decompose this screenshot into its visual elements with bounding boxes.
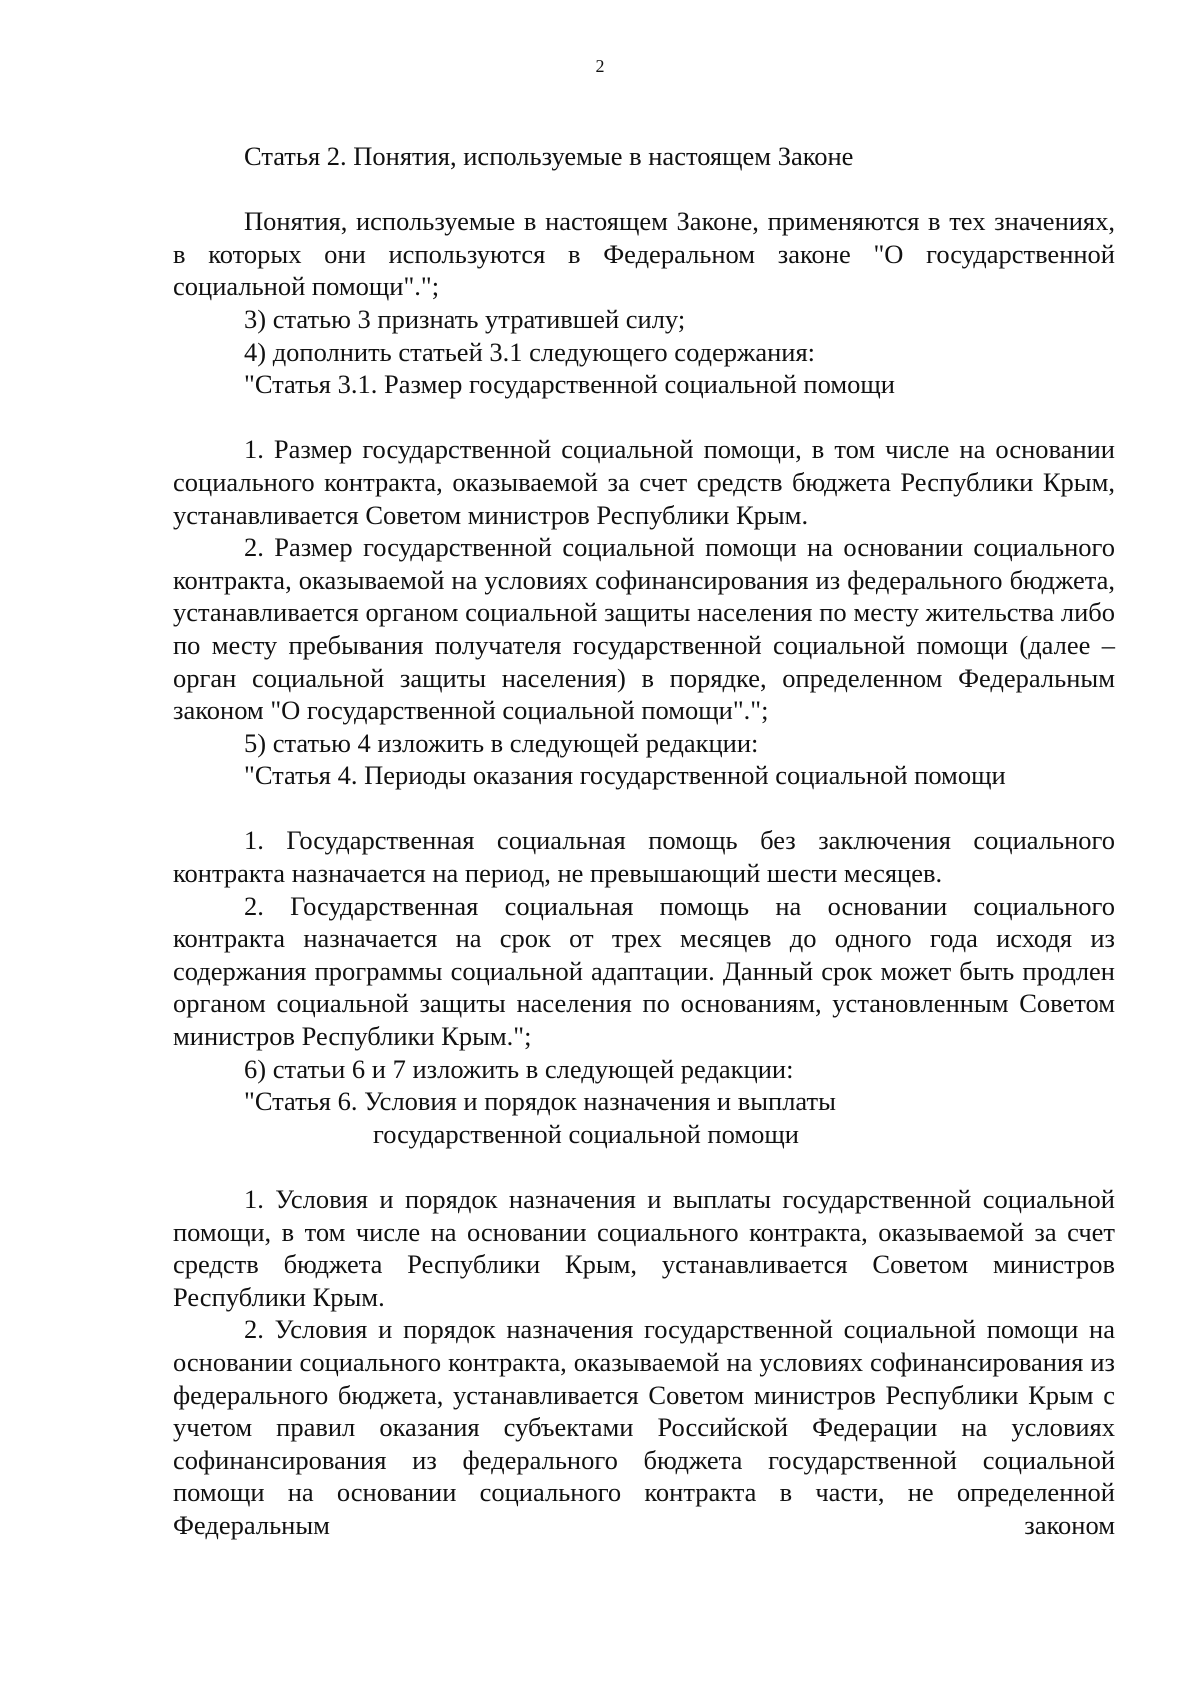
article-2-paragraph: Понятия, используемые в настоящем Законе, применяются в тех значениях, в которых они используются в Федеральном законе "О государственной социальной помощи"."; [173, 206, 1115, 302]
article-6-heading-continuation: государственной социальной помощи [373, 1118, 799, 1149]
article-6-heading: "Статья 6. Условия и порядок назначения и выплаты [244, 1086, 836, 1117]
spacer [173, 792, 1115, 825]
item-4: 4) дополнить статьей 3.1 следующего содержания: [244, 336, 816, 367]
article-4-paragraph-2: 2. Государственная социальная помощь на основании социального контракта назначается на срок от трех месяцев до одного года исходя из содержания программы социальной адаптации. Данный срок может быть продлен органом социальной защиты населения по основаниям, установленным Советом министров Республики Крым."; [173, 890, 1115, 1052]
article-4-heading: "Статья 4. Периоды оказания государственной социальной помощи [244, 760, 1006, 791]
article-2-heading: Статья 2. Понятия, используемые в настоящем Законе [244, 141, 854, 171]
spacer [173, 173, 1115, 206]
item-3: 3) статью 3 признать утратившей силу; [244, 303, 686, 334]
article-3-1-heading: "Статья 3.1. Размер государственной социальной помощи [244, 369, 895, 400]
article-6-paragraph-1: 1. Условия и порядок назначения и выплаты государственной социальной помощи, в том числе на основании социального контракта, оказываемой за счет средств бюджета Республики Крым, устанавливается Советом министров Республики Крым. [173, 1184, 1115, 1312]
article-3-1-paragraph-1: 1. Размер государственной социальной помощи, в том числе на основании социального контракта, оказываемой за счет средств бюджета Республики Крым, устанавливается Советом министров Республики Крым. [173, 434, 1115, 530]
item-6: 6) статьи 6 и 7 изложить в следующей редакции: [244, 1053, 794, 1084]
spacer [173, 1150, 1115, 1183]
document-body [173, 140, 1115, 1542]
article-6-paragraph-2: 2. Условия и порядок назначения государственной социальной помощи на основании социального контракта, оказываемой на условиях софинансирования из федерального бюджета, устанавливается Советом министров Республики Крым с учетом правил оказания субъектами Российской Федерации на условиях софинансирования из федерального бюджета государственной социальной помощи на основании социального контракта в части, не определенной Федеральным законом [173, 1314, 1115, 1540]
item-5: 5) статью 4 изложить в следующей редакции: [244, 727, 759, 758]
article-3-1-paragraph-2: 2. Размер государственной социальной помощи на основании социального контракта, оказываемой на условиях софинансирования из федерального бюджета, устанавливается органом социальной защиты населения по месту жительства либо по месту пребывания получателя государственной социальной помощи (далее – орган социальной защиты населения) в порядке, определенном Федеральным законом "О государственной социальной помощи"."; [173, 532, 1115, 726]
spacer [173, 401, 1115, 434]
article-4-paragraph-1: 1. Государственная социальная помощь без заключения социального контракта назначается на период, не превышающий шести месяцев. [173, 825, 1115, 889]
page-number: 2 [595, 56, 605, 76]
